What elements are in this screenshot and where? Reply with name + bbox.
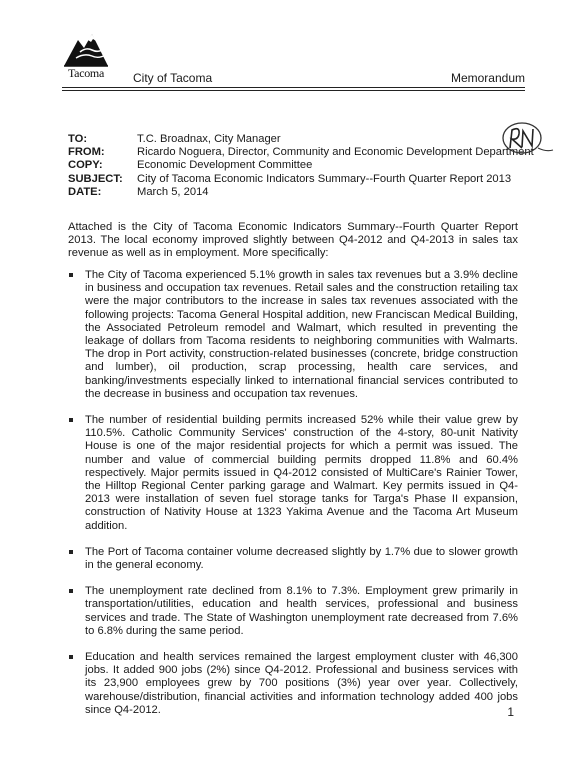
bullet-text: The City of Tacoma experienced 5.1% growth in sales tax revenues but a 3.9% decline in business and occupation tax revenues. Retail sales and the construction retailing tax were the major contributors to the increase in sales tax revenues associated with the following projects: Tacoma General Hospital addition, new Franciscan Medical Building, the Associated Petroleum remodel and Walmart, which resulted in preventing the leakage of dollars from Tacoma residents to neighboring communities with Walmarts. The drop in Port activity, construction-related businesses (concrete, bridge construction and lumber), oil production, scrap processing, health care services, and banking/investments especially linked to international financial services contributed to the decrease in business and occupation tax revenues. — [85, 269, 518, 400]
bullet-icon — [69, 655, 73, 659]
bullet-text: The number of residential building permits increased 52% while their value grew by 110.5%. Catholic Community Services' construction of the 4-story, 80-unit Nativity House is one of the major residential projects for which a permit was issued. The number and value of commercial building permits dropped 11.8% and 60.4% respectively. Major permits issued in Q4-2012 consisted of MultiCare's Rainier Tower, the Hilltop Regional Center parking garage and Walmart. Key permits issued in Q4-2013 were installation of seven fuel storage tanks for Targa's Phase II expansion, construction of Nativity House at 1323 Yakima Avenue and the Tacoma Art Museum addition. — [85, 414, 518, 532]
copy-value: Economic Development Committee — [137, 159, 313, 172]
bullet-icon — [69, 550, 73, 554]
bullet-text: The Port of Tacoma container volume decreased slightly by 1.7% due to slower growth in the general economy. — [85, 545, 518, 572]
copy-label: COPY: — [68, 159, 103, 172]
page-number: 1 — [507, 705, 514, 719]
copy-field — [68, 159, 534, 172]
date-field — [68, 186, 534, 199]
logo-wordmark: Tacoma — [67, 66, 104, 80]
findings-list — [68, 269, 518, 730]
subject-field — [68, 173, 534, 186]
list-item — [68, 269, 518, 401]
list-item — [68, 585, 518, 638]
from-label: FROM: — [68, 146, 105, 159]
bullet-text: The unemployment rate declined from 8.1% to 7.3%. Employment grew primarily in transportation/utilities, education and health services, professional and business services and trade. The State of Washington unemployment rate decreased from 7.6% to 6.8% during the same period. — [85, 585, 518, 637]
memo-fields — [68, 133, 534, 199]
to-value: T.C. Broadnax, City Manager — [137, 133, 281, 145]
city-name: City of Tacoma — [133, 71, 213, 85]
bullet-icon — [69, 418, 73, 422]
document-type: Memorandum — [450, 71, 525, 85]
bullet-text: Education and health services remained the largest employment cluster with 46,300 jobs. It added 900 jobs (2%) since Q4-2012. Professional and business services with its 23,900 employees grew by 700 positions (3%) year over year. Collectively, warehouse/distribution, financial activities and information technology added 400 jobs since Q4-2012. — [85, 651, 518, 716]
bullet-icon — [69, 273, 73, 277]
header-rule-bottom — [62, 90, 525, 91]
from-value: Ricardo Noguera, Director, Community and Economic Development Department — [137, 146, 534, 159]
date-label: DATE: — [68, 185, 102, 198]
bullet-icon — [69, 589, 73, 593]
intro-paragraph: Attached is the City of Tacoma Economic Indicators Summary--Fourth Quarter Report 2013. The local economy improved slightly between Q4-2012 and Q4-2013 in sales tax revenue as well as in employment. More specifically: — [68, 221, 518, 260]
handwritten-initials — [496, 118, 554, 166]
subject-label: SUBJECT: — [68, 172, 123, 185]
header-rule-top — [62, 87, 525, 88]
to-label: TO: — [68, 133, 88, 145]
from-field — [68, 146, 534, 159]
list-item — [68, 651, 518, 717]
list-item — [68, 414, 518, 533]
to-field — [68, 133, 534, 146]
date-value: March 5, 2014 — [137, 185, 209, 198]
subject-value: City of Tacoma Economic Indicators Summary--Fourth Quarter Report 2013 — [137, 172, 512, 185]
initials-signature-icon — [496, 118, 554, 166]
list-item — [68, 546, 518, 572]
mountain-logo-icon — [62, 30, 110, 68]
